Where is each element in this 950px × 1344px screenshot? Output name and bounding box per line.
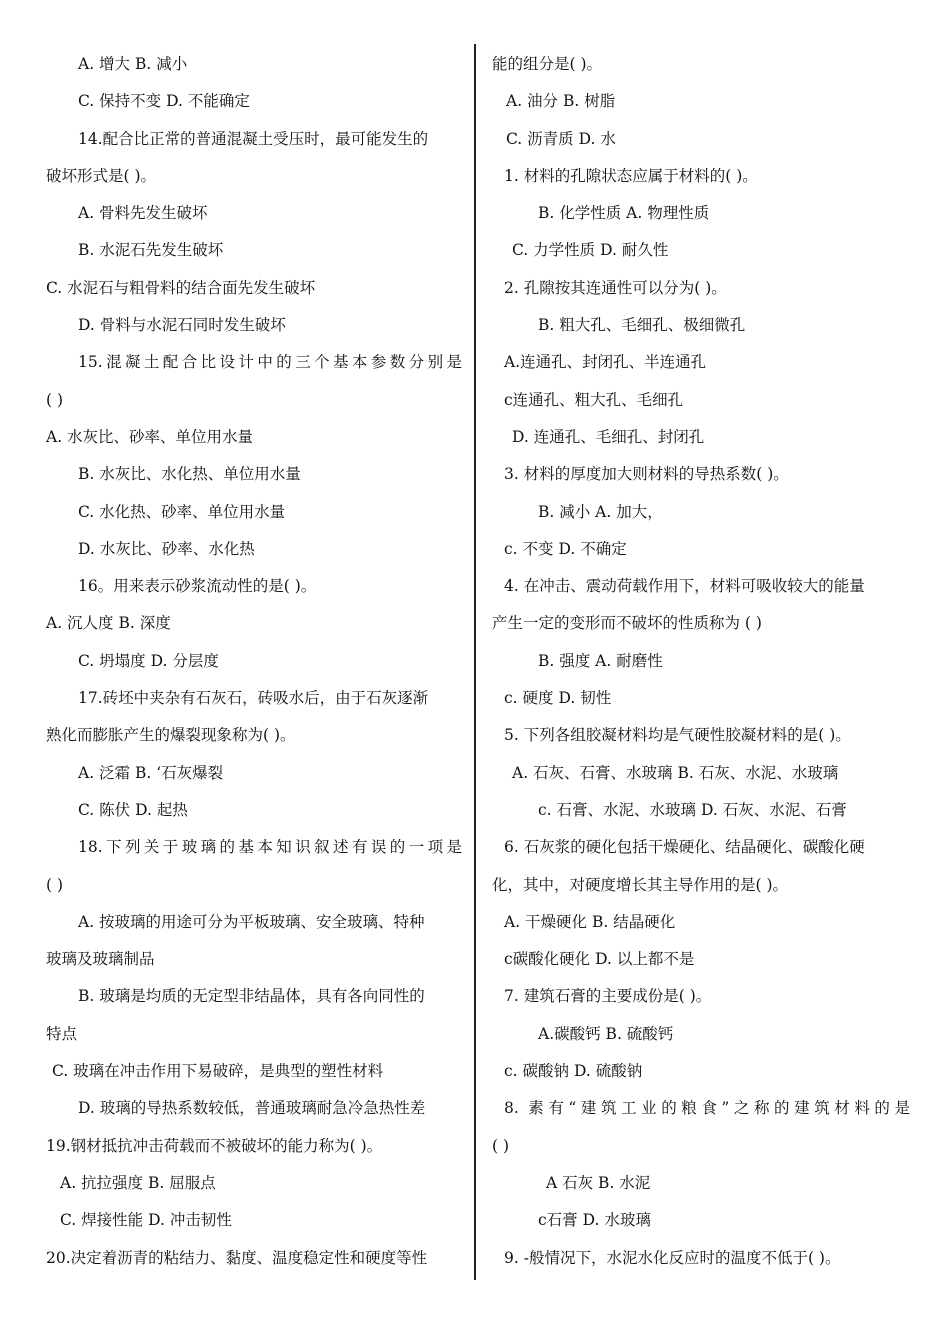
text-line: A.碳酸钙 B. 硫酸钙 — [538, 1024, 674, 1043]
text-line: A. 骨料先发生破坏 — [78, 204, 208, 223]
text-line: 16。用来表示砂浆流动性的是( )。 — [78, 577, 317, 596]
text-line: 17.砖坯中夹杂有石灰石，砖吸水后，由于石灰逐渐 — [78, 689, 429, 708]
text-line: c连通孔、粗大孔、毛细孔 — [504, 390, 684, 409]
text-line: 4. 在冲击、震动荷载作用下，材料可吸收较大的能量 — [504, 577, 865, 596]
text-line: D. 连通孔、毛细孔、封闭孔 — [512, 427, 705, 446]
text-line: c. 不变 D. 不确定 — [504, 539, 627, 558]
text-line: 6. 石灰浆的硬化包括干燥硬化、结晶硬化、碳酸化硬 — [504, 838, 865, 857]
text-line: 14.配合比正常的普通混凝土受压时，最可能发生的 — [78, 129, 429, 148]
text-line: 8. 素有“建筑工业的粮食”之称的建筑材料的是 — [504, 1099, 910, 1118]
text-line: c. 石膏、水泥、水玻璃 D. 石灰、水泥、石膏 — [538, 800, 847, 819]
text-line: B. 水灰比、水化热、单位用水量 — [78, 465, 301, 484]
text-line: ( ) — [46, 390, 64, 409]
text-line: A. 油分 B. 树脂 — [506, 92, 616, 111]
text-line: D. 骨料与水泥石同时发生破坏 — [78, 316, 286, 335]
text-line: ( ) — [46, 875, 64, 894]
text-line: 5. 下列各组胶凝材料均是气硬性胶凝材料的是( )。 — [504, 726, 851, 745]
text-line: A. 沉人度 B. 深度 — [46, 614, 171, 633]
text-line: 特点 — [46, 1024, 78, 1043]
text-line: B. 玻璃是均质的无定型非结晶体，具有各向同性的 — [78, 987, 425, 1006]
text-line: C. 陈伏 D. 起热 — [78, 800, 188, 819]
text-line: 3. 材料的厚度加大则材料的导热系数( )。 — [504, 465, 789, 484]
text-line: 玻璃及玻璃制品 — [46, 950, 155, 969]
text-line: 15.混凝土配合比设计中的三个基本参数分别是 — [78, 353, 462, 372]
text-line: 产生一定的变形而不破坏的性质称为 ( ) — [492, 614, 762, 633]
text-line: A. 干燥硬化 B. 结晶硬化 — [504, 912, 676, 931]
text-line: c. 碳酸钠 D. 硫酸钠 — [504, 1062, 643, 1081]
text-line: A. 水灰比、砂率、单位用水量 — [46, 427, 254, 446]
text-line: 19.钢材抵抗冲击荷载而不被破坏的能力称为( )。 — [46, 1136, 383, 1155]
text-line: B. 强度 A. 耐磨性 — [538, 651, 663, 670]
text-line: 9. -般情况下，水泥水化反应时的温度不低于( )。 — [504, 1248, 841, 1267]
text-line: C. 玻璃在冲击作用下易破碎，是典型的塑性材料 — [52, 1062, 384, 1081]
text-line: ( ) — [492, 1136, 510, 1155]
text-line: C. 沥青质 D. 水 — [506, 129, 616, 148]
text-line: 熟化而膨胀产生的爆裂现象称为( )。 — [46, 726, 296, 745]
text-line: C. 焊接性能 D. 冲击韧性 — [60, 1211, 232, 1230]
text-line: D. 玻璃的导热系数较低，普通玻璃耐急冷急热性差 — [78, 1099, 426, 1118]
text-line: C. 坍塌度 D. 分层度 — [78, 651, 219, 670]
text-line: A. 泛霜 B. ‘石灰爆裂 — [78, 763, 224, 782]
text-line: c石膏 D. 水玻璃 — [538, 1211, 651, 1230]
right-column — [492, 46, 910, 1277]
text-line: 20.决定着沥青的粘结力、黏度、温度稳定性和硬度等性 — [46, 1248, 428, 1267]
text-line: 7. 建筑石膏的主要成份是( )。 — [504, 987, 712, 1006]
text-line: C. 水化热、砂率、单位用水量 — [78, 502, 286, 521]
text-line: A. 按玻璃的用途可分为平板玻璃、安全玻璃、特种 — [78, 912, 425, 931]
text-line: B. 减小 A. 加大， — [538, 502, 663, 521]
text-line: B. 水泥石先发生破坏 — [78, 241, 224, 260]
text-line: 能的组分是( )。 — [492, 55, 603, 73]
text-line: c. 硬度 D. 韧性 — [504, 689, 612, 708]
text-line: 2. 孔隙按其连通性可以分为( )。 — [504, 278, 727, 297]
text-line: C. 保持不变 D. 不能确定 — [78, 92, 250, 111]
text-line: c碳酸化硬化 D. 以上都不是 — [504, 950, 695, 969]
text-line: 1. 材料的孔隙状态应属于材料的( )。 — [504, 166, 758, 185]
text-line: 破坏形式是( )。 — [46, 166, 157, 185]
text-line: A. 抗拉强度 B. 屈服点 — [60, 1173, 216, 1192]
text-line: A 石灰 B. 水泥 — [546, 1173, 651, 1192]
text-line: B. 化学性质 A. 物理性质 — [538, 204, 710, 223]
text-line: A.连通孔、封闭孔、半连通孔 — [504, 353, 707, 372]
column-divider — [474, 44, 476, 1280]
text-line: A. 石灰、石膏、水玻璃 B. 石灰、水泥、水玻璃 — [512, 763, 839, 782]
text-line: 化，其中，对硬度增长其主导作用的是( )。 — [492, 875, 789, 894]
text-line: B. 粗大孔、毛细孔、极细微孔 — [538, 316, 746, 335]
text-line: D. 水灰比、砂率、水化热 — [78, 539, 255, 558]
text-line: C. 力学性质 D. 耐久性 — [512, 241, 669, 260]
left-column — [46, 46, 462, 1277]
text-line: 18.下列关于玻璃的基本知识叙述有误的一项是 — [78, 838, 462, 857]
text-line: C. 水泥石与粗骨料的结合面先发生破坏 — [46, 278, 316, 297]
text-line: A. 增大 B. 减小 — [78, 55, 188, 73]
